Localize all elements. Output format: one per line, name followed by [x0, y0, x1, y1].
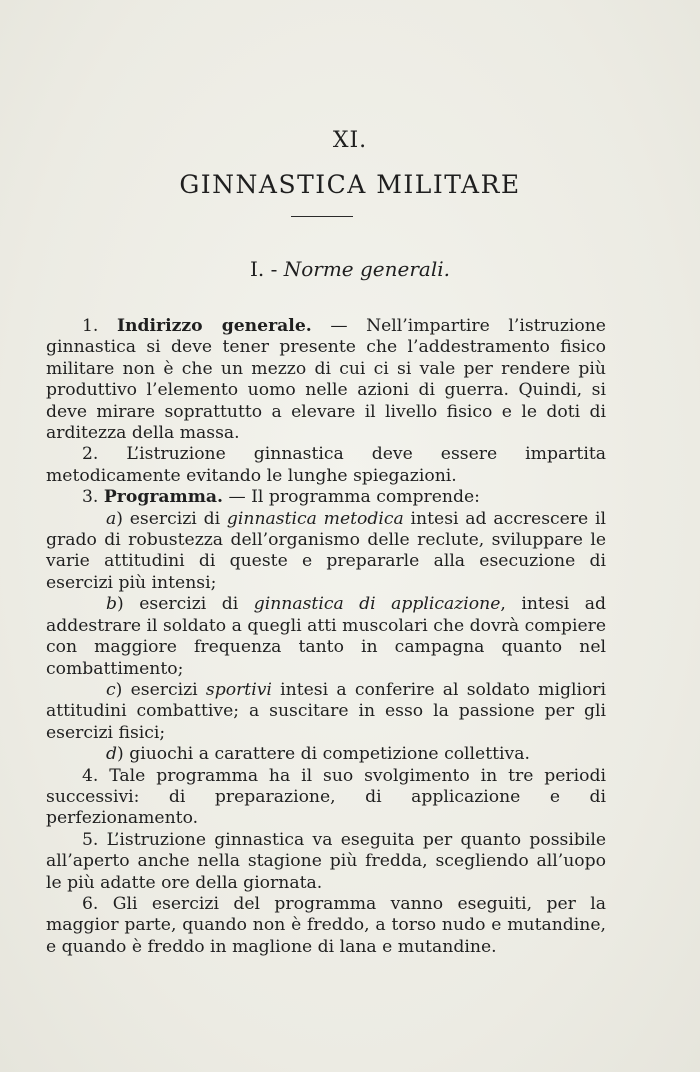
- item-b-letter: b: [106, 594, 118, 615]
- item-b: b) esercizi di ginnastica di applicazione, intesi ad addestrare il soldato a quegli atti muscolari che dovrà compiere con maggiore frequenza tanto in campagna quanto nel combattimento;: [46, 594, 607, 679]
- paragraph-3-text: — Il programma comprende:: [223, 487, 480, 508]
- item-c-post: intesi a conferire al soldato migliori attitudini combattive; a suscitare in esso la passione per gli esercizi fisici;: [46, 679, 607, 743]
- paragraph-1: [46, 316, 606, 444]
- section-title: Norme generali.: [283, 257, 450, 281]
- item-a-letter: a: [106, 508, 117, 529]
- paragraph-1-number: 1.: [82, 316, 117, 336]
- item-a-emphasis: ginnastica metodica: [226, 508, 404, 529]
- item-d-letter: d: [106, 744, 118, 765]
- paragraph-1-heading: Indirizzo generale.: [116, 316, 312, 336]
- item-a-pre: esercizi di: [122, 508, 227, 529]
- item-d-post: giuochi a carattere di competizione collettiva.: [123, 744, 530, 765]
- item-a-post: intesi ad accrescere il grado di robustezza dell’organismo delle reclute, sviluppare le varie attitudini di queste e prepararle alla esecuzione di esercizi più intensi;: [46, 508, 607, 593]
- item-c-pre: esercizi: [122, 679, 206, 700]
- paragraph-3-heading: Programma.: [103, 487, 224, 508]
- item-b-emphasis: ginnastica di applicazione: [253, 594, 501, 615]
- body-text: [46, 316, 606, 958]
- paragraph-2: 2. L’istruzione ginnastica deve essere impartita metodicamente evitando le lunghe spiegazioni.: [46, 444, 606, 486]
- section-heading: [0, 257, 700, 281]
- item-b-post: , intesi ad addestrare il soldato a quegli atti muscolari che dovrà compiere con maggiore frequenza tanto in campagna quanto nel combattimento;: [46, 594, 607, 679]
- chapter-title: GINNASTICA MILITARE: [179, 170, 521, 199]
- section-prefix: I. -: [250, 257, 284, 281]
- item-c-letter: c: [106, 679, 116, 700]
- item-c: c) esercizi sportivi intesi a conferire al soldato migliori attitudini combattive; a suscitare in esso la passione per gli esercizi fisici;: [46, 679, 607, 743]
- item-c-emphasis: sportivi: [205, 679, 272, 700]
- paragraph-3: [46, 487, 606, 508]
- paragraph-4: 4. Tale programma ha il suo svolgimento in tre periodi successivi: di preparazione, di applicazione e di perfezionamento.: [46, 765, 606, 829]
- item-d: d) giuochi a carattere di competizione collettiva.: [106, 744, 530, 765]
- paragraph-1-text: — Nell’impartire l’istruzione ginnastica si deve tener presente che l’addestramento fisico militare non è che un mezzo di cui ci si vale per rendere più produttivo l’elemento uomo nelle azioni di guerra. Quindi, si deve mirare soprattutto a elevare il livello fisico e le doti di arditezza della massa.: [46, 316, 606, 444]
- item-b-pre: esercizi di: [123, 594, 254, 615]
- paragraph-3-number: 3.: [82, 487, 104, 508]
- title-divider: [291, 216, 353, 217]
- chapter-number: XI.: [332, 128, 368, 153]
- item-a: a) esercizi di ginnastica metodica intesi ad accrescere il grado di robustezza dell’organismo delle reclute, sviluppare le varie attitudini di queste e prepararle alla esecuzione di esercizi più intensi;: [46, 508, 607, 593]
- paragraph-6: 6. Gli esercizi del programma vanno eseguiti, per la maggior parte, quando non è freddo, a torso nudo e mutandine, e quando è freddo in maglione di lana e mutandine.: [46, 893, 606, 957]
- paragraph-5: 5. L’istruzione ginnastica va eseguita per quanto possibile all’aperto anche nella stagione più fredda, scegliendo all’uopo le più adatte ore della giornata.: [46, 829, 606, 893]
